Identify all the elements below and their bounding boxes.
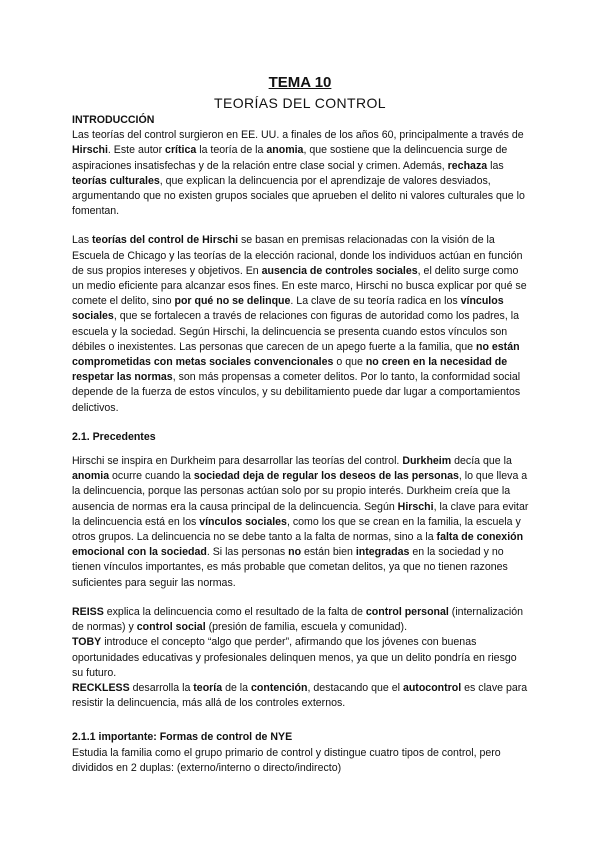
bold-text: no están comprometidas con metas sociales convencionales xyxy=(72,340,520,369)
bold-text: rechaza xyxy=(447,159,488,172)
paragraph xyxy=(72,746,530,776)
bold-text: contención xyxy=(251,681,308,694)
text-run: desarrolla la xyxy=(129,681,194,694)
text-run: o que xyxy=(333,356,366,369)
text-run: , son más propensas a cometer delitos. Por lo tanto, la conformidad social depende de la fuerza de estos vínculos, y su debilitamiento puede dar lugar a comportamientos delictivos. xyxy=(72,371,521,414)
bold-text: falta de conexión emocional con la sociedad xyxy=(72,531,524,559)
bold-text: crítica xyxy=(165,144,197,157)
text-run: la teoría de la xyxy=(196,144,267,157)
section-heading-precedentes: 2.1. Precedentes xyxy=(72,430,156,443)
text-run: Las xyxy=(72,234,93,247)
section-heading-nye: 2.1.1 importante: Formas de control de NYE xyxy=(72,731,293,744)
paragraph xyxy=(72,454,530,591)
text-run: , destacando que el xyxy=(307,681,403,694)
text-run: . La clave de su teoría radica en los xyxy=(290,295,461,308)
text-run: , lo que lleva a la delincuencia, porque las personas actúan solo por su propio interés. Durkheim creía que la ausencia de normas era la causa principal de la delincuencia. Según xyxy=(72,470,528,513)
title-block xyxy=(0,73,600,113)
bold-text: autocontrol xyxy=(402,681,462,694)
tema-number: TEMA 10 xyxy=(268,74,332,91)
bold-text: vínculos sociales xyxy=(199,515,287,528)
text-run: . Este autor xyxy=(107,144,166,157)
text-run: se basan en premisas relacionadas con la visión de la Escuela de Chicago y las teorías de la elección racional, donde los individuos actúan en función de sus propios intereses y objetivos. En xyxy=(72,234,523,277)
text-run: (presión de familia, escuela y comunidad). xyxy=(205,621,408,634)
text-run: Hirschi se inspira en Durkheim para desarrollar las teorías del control. xyxy=(72,455,403,468)
text-run: introduce el concepto “algo que perder”, afirmando que los jóvenes con buenas oportunidades educativas y profesionales delinquen menos, ya que un delito pondría en riesgo su futuro. xyxy=(72,636,517,679)
bold-text: teoría xyxy=(193,681,223,694)
bold-text: no xyxy=(288,546,302,559)
text-run: , el delito surge como un medio eficiente para alcanzar esos fines. En este marco, Hirschi no busca explicar por qué se comete el delito, sino xyxy=(72,264,527,308)
bold-text: control social xyxy=(136,621,206,634)
bold-text: Hirschi xyxy=(397,500,434,513)
bold-text: REISS xyxy=(72,605,104,618)
text-run: , como los que se crean en la familia, la escuela y otros grupos. La delincuencia no se debe tanto a la falta de normas, sino a la xyxy=(72,515,521,544)
bold-text: Hirschi xyxy=(72,144,108,157)
text-run: Estudia la familia como el grupo primario de control y distingue cuatro tipos de control, pero divididos en 2 duplas: (externo/interno o directo/indirecto) xyxy=(72,746,501,774)
text-run: , que explican la delincuencia por el aprendizaje de valores desviados, argumentando que no existen grupos sociales que aprueben el delito ni valores culturales que lo fomentan. xyxy=(72,174,525,218)
text-run: ocurre cuando la xyxy=(109,470,194,483)
page-title: TEORÍAS DEL CONTROL xyxy=(214,95,386,111)
bold-text: anomia xyxy=(72,470,110,483)
text-run: de la xyxy=(222,681,251,694)
paragraph-toby xyxy=(72,635,530,681)
bold-text: teorías culturales xyxy=(72,174,160,187)
bold-text: integradas xyxy=(355,546,410,559)
document-body xyxy=(72,113,530,776)
paragraph xyxy=(72,233,530,415)
text-run: . Si las personas xyxy=(206,546,289,559)
text-run: están bien xyxy=(301,546,356,559)
text-run: , la clave para evitar la delincuencia está en los xyxy=(72,500,529,528)
text-run: Las teorías del control surgieron en EE. UU. a finales de los años 60, principalmente a través de xyxy=(72,129,524,142)
text-run: , que se fortalecen a través de relaciones con figuras de autoridad como los padres, la escuela y la sociedad. Según Hirschi, la delincuencia se presenta cuando estos vínculos son débiles o inexistentes. Las personas que carecen de un apego fuerte a la familia, que xyxy=(72,310,519,353)
bold-text: sociedad deja de regular los deseos de las personas xyxy=(193,470,459,483)
paragraph-reckless xyxy=(72,681,530,711)
section-heading-introduccion: INTRODUCCIÓN xyxy=(72,114,155,126)
bold-text: Durkheim xyxy=(402,455,452,468)
bold-text: por qué no se delinque xyxy=(174,295,291,308)
text-run: (internalización de normas) y xyxy=(72,605,524,634)
bold-text: no creen en la necesidad de respetar las normas xyxy=(72,356,508,384)
bold-text: ausencia de controles sociales xyxy=(261,264,418,277)
paragraph xyxy=(72,128,530,219)
text-run: decía que la xyxy=(451,455,512,468)
text-run: las xyxy=(487,159,504,172)
bold-text: vínculos sociales xyxy=(72,295,504,323)
text-run: es clave para resistir la delincuencia, más allá de los controles externos. xyxy=(72,681,528,710)
text-run: , que sostiene que la delincuencia surge de aspiraciones insatisfechas y de la relación entre clase social y crimen. Además, xyxy=(72,144,508,172)
text-run: explica la delincuencia como el resultado de la falta de xyxy=(103,605,366,618)
bold-text: TOBY xyxy=(72,636,102,649)
bold-text: control personal xyxy=(365,605,449,618)
bold-text: teorías del control de Hirschi xyxy=(92,234,239,247)
bold-text: RECKLESS xyxy=(72,681,130,694)
paragraph-reiss xyxy=(72,605,530,635)
text-run: en la sociedad y no tienen vínculos importantes, es más probable que cometan delitos, ya que no tienen razones suficientes para seguir las normas. xyxy=(72,546,508,589)
bold-text: anomia xyxy=(266,144,304,157)
